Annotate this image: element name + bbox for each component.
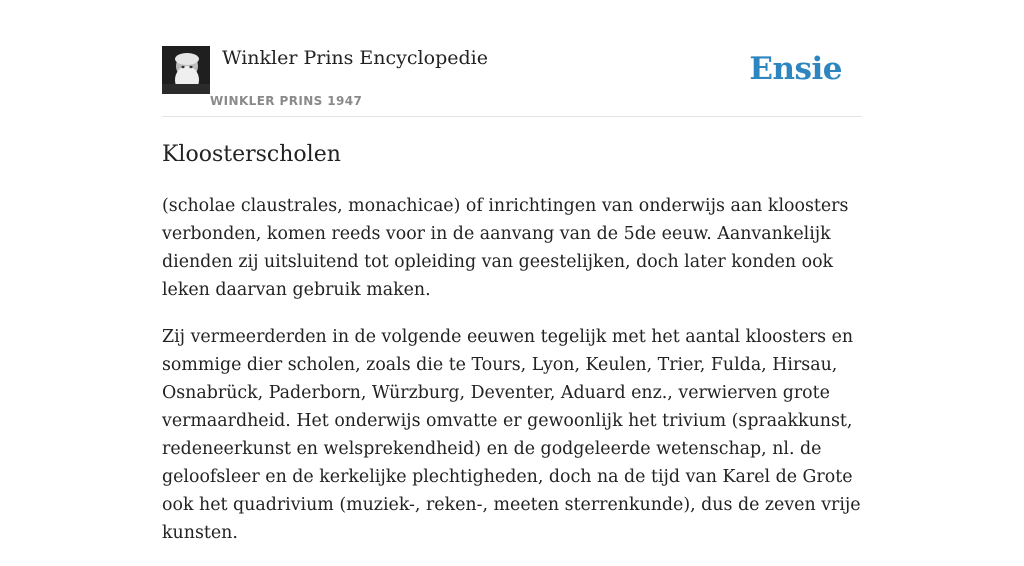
brand-logo[interactable]: Ensie <box>749 51 842 87</box>
article-paragraph: Zij vermeerderden in de volgende eeuwen tegelijk met het aantal kloosters en sommige dier scholen, zoals die te Tours, Lyon, Keulen, Trier, Fulda, Hirsau, Osnabrück, Paderborn, Würzburg, Deventer, Aduard enz., verwierven grote vermaardheid. Het onderwijs omvatte er gewoonlijk het trivium (spraakkunst, redeneerkunst en welsprekendheid) en de godgeleerde wetenschap, nl. de geloofsleer en de kerkelijke plechtigheden, doch na de tijd van Karel de Grote ook het quadrivium (muziek-, reken-, meeten sterrenkunde), dus de zeven vrije kunsten. <box>162 327 861 543</box>
article-paragraph: (scholae claustrales, monachicae) of inrichtingen van onderwijs aan kloosters verbonden, komen reeds voor in de aanvang van de 5de eeuw. Aanvankelijk dienden zij uitsluitend tot opleiding van geestelijken, doch later konden ook leken daarvan gebruik maken. <box>162 196 849 300</box>
edition-label: WINKLER PRINS 1947 <box>210 94 363 108</box>
article-title: Kloosterscholen <box>162 142 341 167</box>
portrait-avatar-icon[interactable] <box>162 46 210 94</box>
site-name[interactable]: Winkler Prins Encyclopedie <box>222 47 488 69</box>
site-header <box>162 0 862 117</box>
article-body <box>162 192 862 566</box>
